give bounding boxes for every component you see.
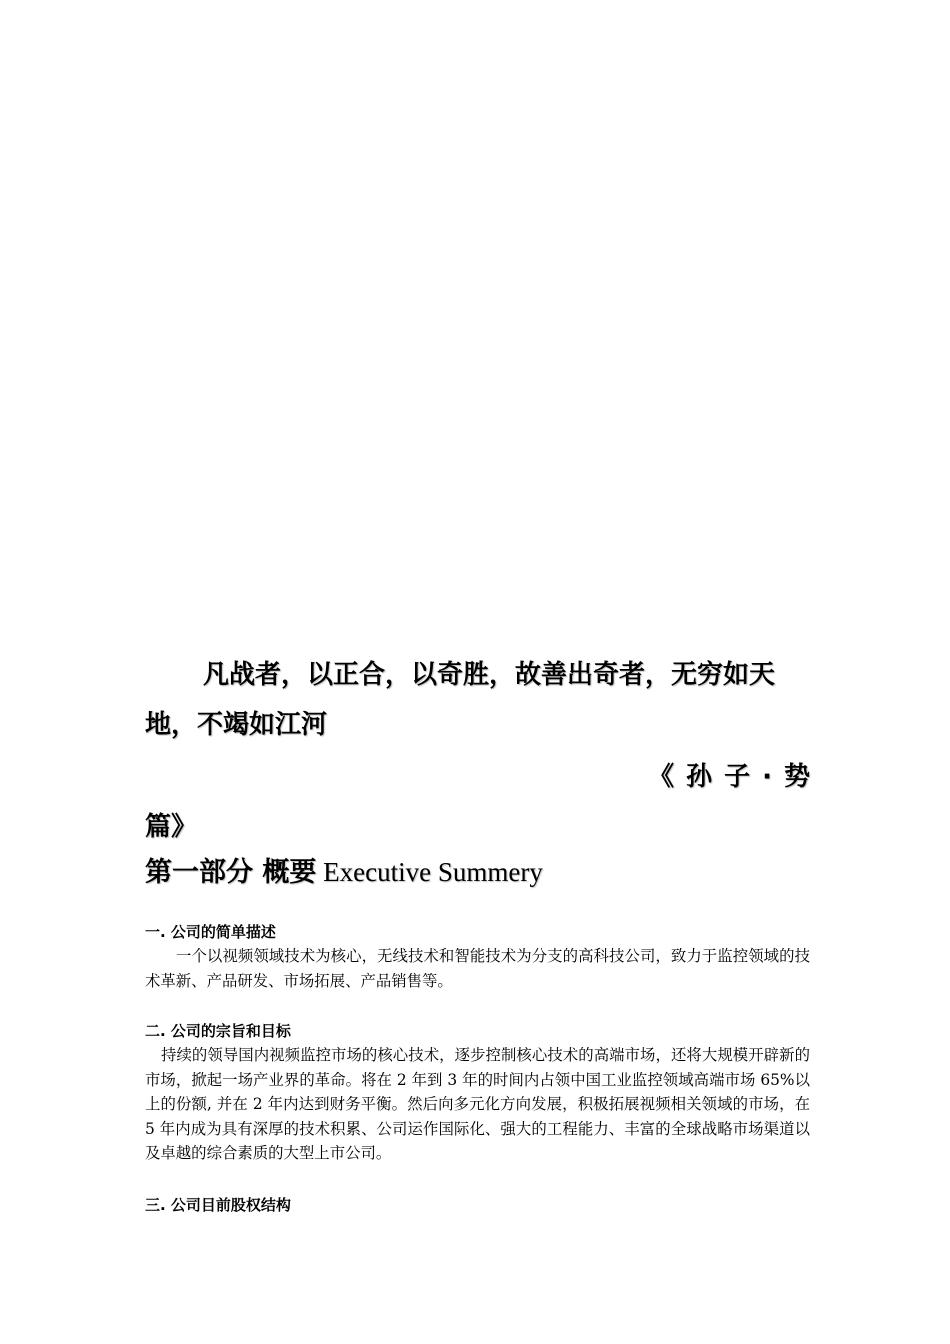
section-heading: 三. 公司目前股权结构 xyxy=(145,1196,291,1214)
section-body: 一个以视频领域技术为核心，无线技术和智能技术为分支的高科技公司，致力于监控领域的技术革新、产品研发、市场拓展、产品销售等。 xyxy=(145,947,810,990)
quote-line-1: 凡战者，以正合，以奇胜，故善出奇者，无穷如天 xyxy=(203,660,776,690)
section-heading: 二. 公司的宗旨和目标 xyxy=(145,1022,291,1040)
part-title-cn: 第一部分 概要 xyxy=(145,857,317,888)
section-body: 持续的领导国内视频监控市场的核心技术，逐步控制核心技术的高端市场，还将大规模开辟新的市场，掀起一场产业界的革命。将在 2 年到 3 年的时间内占领中国工业监控领域高端市场 65%以上的份额, 并在 2 年内达到财务平衡。然后向多元化方向发展，积极拓展视频相关领域的市场，在 5 年内成为具有深厚的技术积累、公司运作国际化、强大的工程能力、丰富的全球战略市场渠道以及卓越的综合素质的大型上市公司。 xyxy=(145,1046,810,1163)
quote-source-end: 篇》 xyxy=(145,812,198,842)
part-title xyxy=(145,852,543,893)
section-mission-goals xyxy=(145,1019,810,1166)
part-title-en: Executive Summery xyxy=(323,857,543,887)
section-equity-structure xyxy=(145,1193,810,1217)
epigraph-quote xyxy=(145,650,822,852)
section-heading: 一. 公司的简单描述 xyxy=(145,923,276,941)
quote-source: 《孙子·势 xyxy=(648,762,822,792)
section-company-description xyxy=(145,920,810,993)
quote-line-2: 地，不竭如江河 xyxy=(145,710,328,740)
